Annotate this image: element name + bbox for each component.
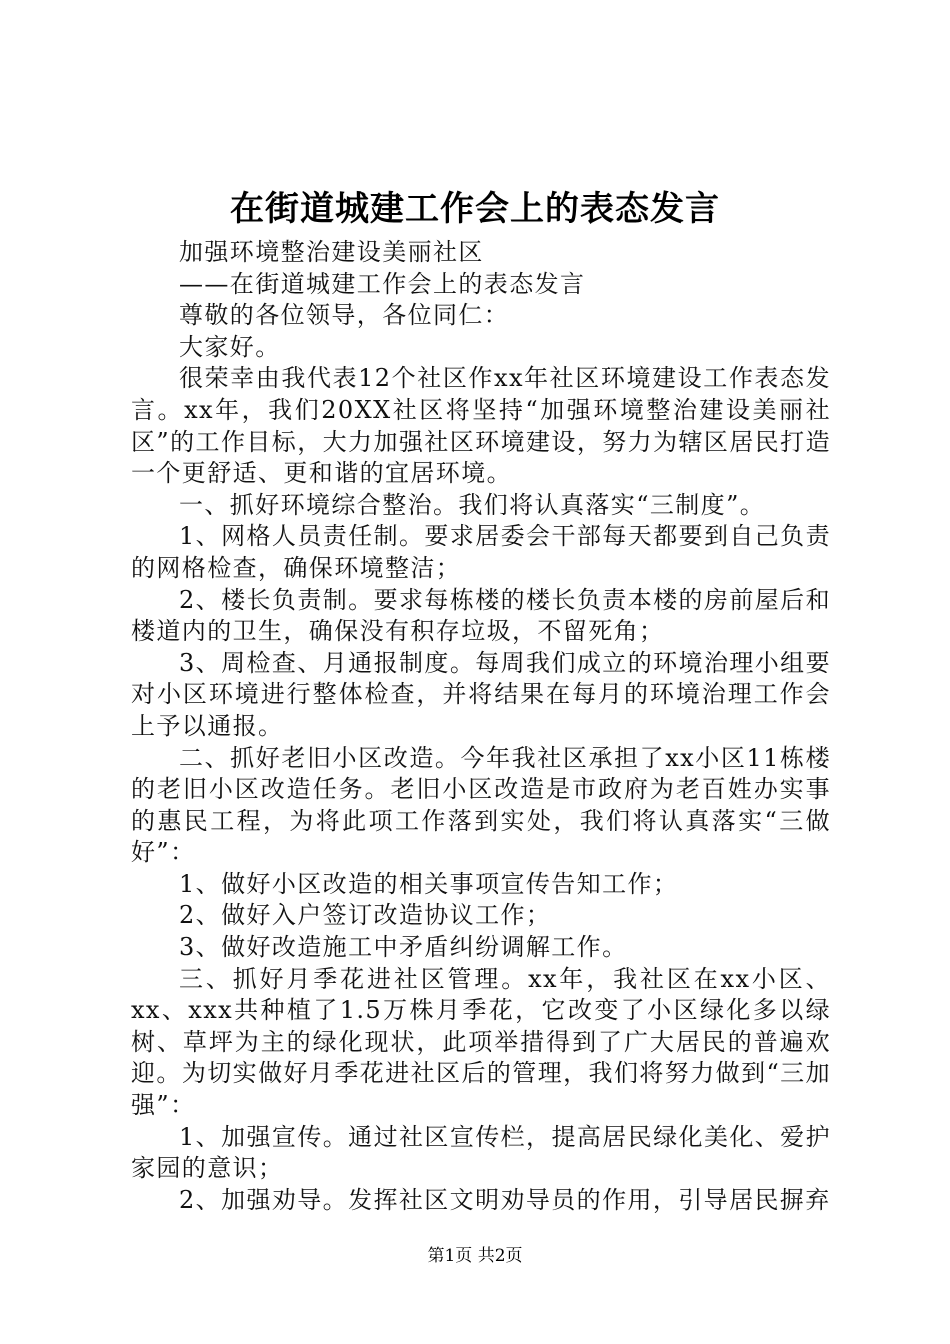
- section-heading: 二、抓好老旧小区改造。今年我社区承担了xx小区11栋楼的老旧小区改造任务。老旧小区改造是市政府为老百姓办实事的惠民工程，为将此项工作落到实处，我们将认真落实“三做好”：: [131, 743, 831, 867]
- page-number: 第1页: [427, 1246, 473, 1266]
- paragraph: 1、加强宣传。通过社区宣传栏，提高居民绿化美化、爱护家园的意识；: [131, 1122, 831, 1183]
- paragraph: 2、做好入户签订改造协议工作；: [179, 901, 552, 930]
- salutation: 尊敬的各位领导，各位同仁：: [179, 301, 510, 330]
- subtitle-secondary: ——在街道城建工作会上的表态发言: [179, 269, 586, 298]
- section-heading: 一、抓好环境综合整治。我们将认真落实“三制度”。: [179, 490, 766, 519]
- document-body: [131, 237, 831, 1216]
- paragraph: 2、加强劝导。发挥社区文明劝导员的作用，引导居民摒弃: [179, 1185, 831, 1214]
- section-heading: 三、抓好月季花进社区管理。xx年，我社区在xx小区、xx、xxx共种植了1.5万株月季花，它改变了小区绿化多以绿树、草坪为主的绿化现状，此项举措得到了广大居民的普遍欢迎。为切实做好月季花进社区后的管理，我们将努力做到“三加强”：: [131, 964, 831, 1120]
- page-total: 共2页: [477, 1246, 523, 1266]
- document-title: 在街道城建工作会上的表态发言: [230, 189, 720, 229]
- paragraph: 2、楼长负责制。要求每栋楼的楼长负责本楼的房前屋后和楼道内的卫生，确保没有积存垃圾，不留死角；: [131, 585, 831, 646]
- paragraph: 3、做好改造施工中矛盾纠纷调解工作。: [179, 933, 628, 962]
- page-footer: [0, 1244, 950, 1268]
- paragraph: 很荣幸由我代表12个社区作xx年社区环境建设工作表态发言。xx年，我们20XX社区将坚持“加强环境整治建设美丽社区”的工作目标，大力加强社区环境建设，努力为辖区居民打造一个更舒适、更和谐的宜居环境。: [131, 364, 831, 488]
- paragraph: 1、网格人员责任制。要求居委会干部每天都要到自己负责的网格检查，确保环境整洁；: [131, 522, 831, 582]
- paragraph: 1、做好小区改造的相关事项宣传告知工作；: [179, 869, 679, 898]
- paragraph: 3、周检查、月通报制度。每周我们成立的环境治理小组要对小区环境进行整体检查，并将结果在每月的环境治理工作会上予以通报。: [131, 648, 831, 740]
- greeting: 大家好。: [179, 332, 281, 361]
- subtitle: 加强环境整治建设美丽社区: [179, 238, 484, 266]
